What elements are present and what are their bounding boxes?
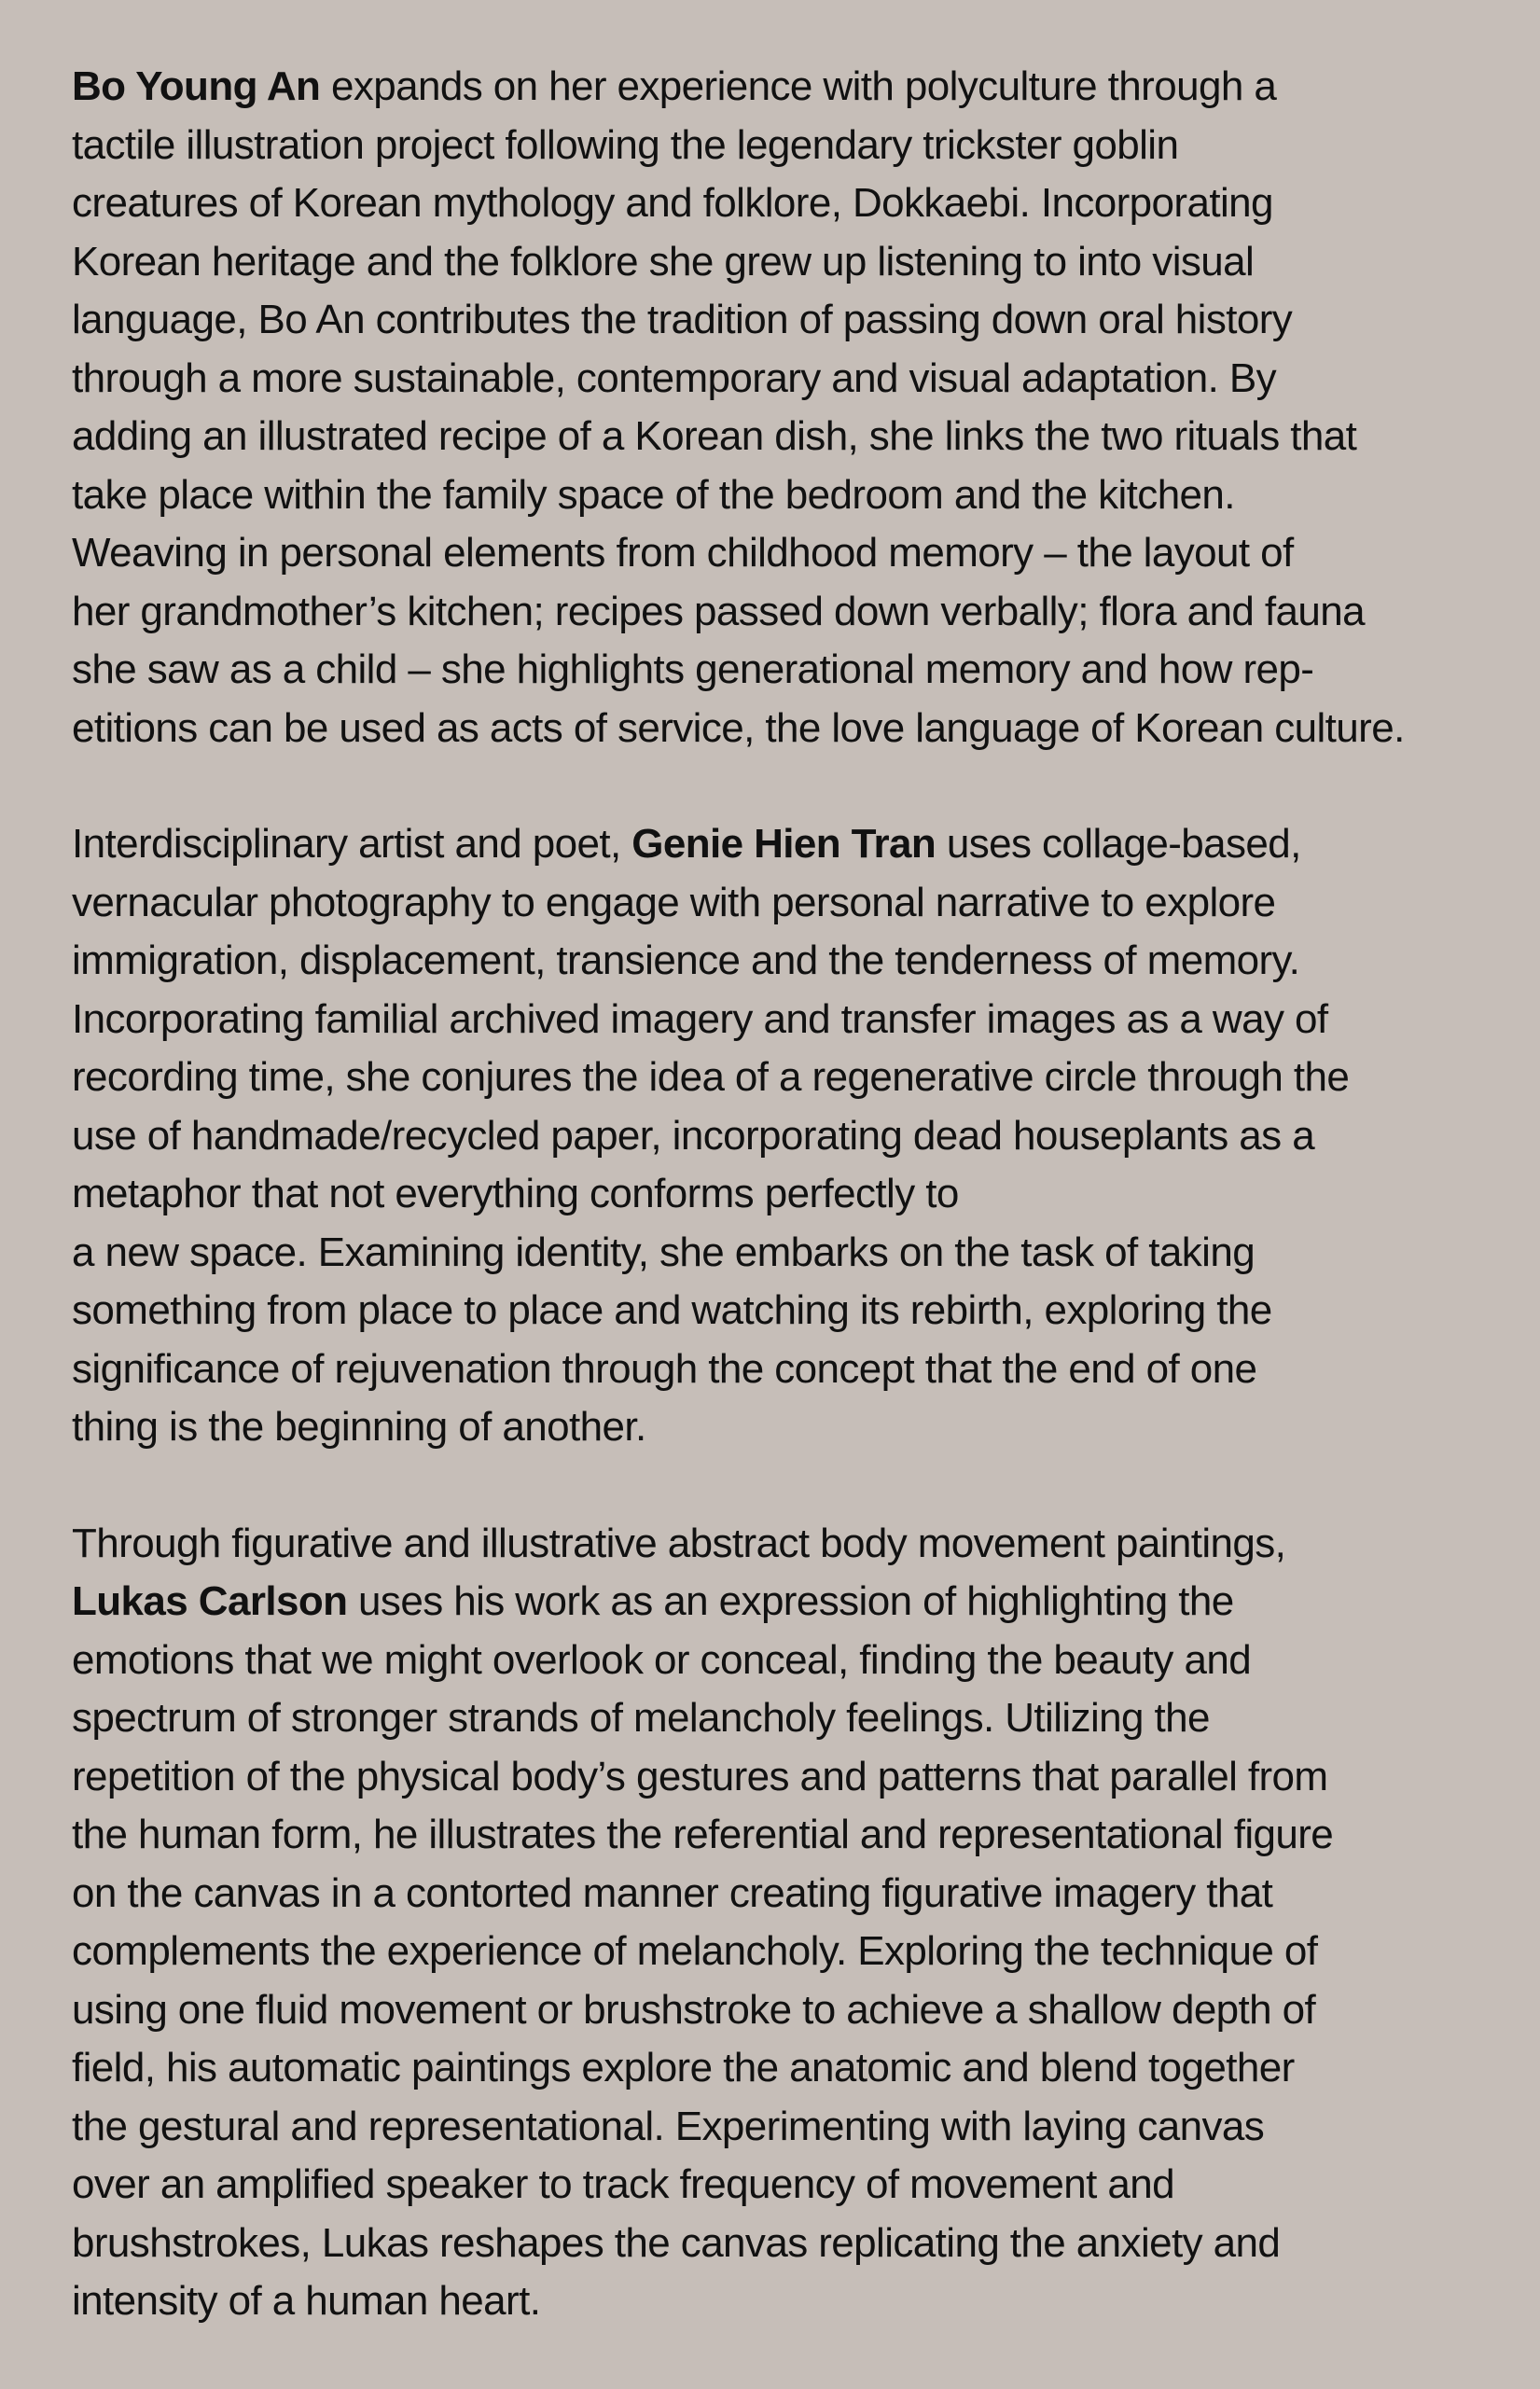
text-line [72, 1573, 1508, 1632]
text-line: the gestural and representational. Experimenting with laying canvas [72, 2103, 1265, 2149]
text-line: Weaving in personal elements from childhood memory – the layout of [72, 530, 1294, 576]
text-line: she saw as a child – she highlights generational memory and how rep- [72, 646, 1314, 692]
text-line: using one fluid movement or brushstroke to achieve a shallow depth of [72, 1986, 1316, 2033]
text-line: etitions can be used as acts of service, the love language of Korean culture. [72, 704, 1405, 751]
text-line: through a more sustainable, contemporary and visual adaptation. By [72, 354, 1276, 401]
text-line: vernacular photography to engage with personal narrative to explore [72, 879, 1276, 925]
text-line: creatures of Korean mythology and folklore, Dokkaebi. Incorporating [72, 180, 1273, 226]
text-line: recording time, she conjures the idea of a regenerative circle through the [72, 1054, 1350, 1100]
text-line: language, Bo An contributes the tradition of passing down oral history [72, 297, 1293, 342]
line-text: expands on her experience with polyculture through a [320, 63, 1277, 109]
text-line: Through figurative and illustrative abstract body movement paintings, [72, 1520, 1286, 1566]
artist-statements [72, 58, 1508, 2389]
artist-name: Lukas Carlson [72, 1578, 348, 1624]
text-line: use of handmade/recycled paper, incorporating dead houseplants as a [72, 1112, 1315, 1159]
text-line: spectrum of stronger strands of melancholy feelings. Utilizing the [72, 1695, 1210, 1741]
text-line: complements the experience of melancholy. Exploring the technique of [72, 1928, 1318, 1974]
artist-name: Genie Hien Tran [631, 821, 936, 867]
text-line: emotions that we might overlook or conceal, finding the beauty and [72, 1636, 1252, 1683]
line-text: uses collage-based, [936, 821, 1301, 867]
text-line: repetition of the physical body’s gestures and patterns that parallel from [72, 1753, 1328, 1799]
text-line: intensity of a human heart. [72, 2278, 541, 2324]
line-text: uses his work as an expression of highlighting the [347, 1578, 1234, 1624]
text-line [72, 815, 1508, 874]
text-line: Incorporating familial archived imagery and transfer images as a way of [72, 995, 1328, 1042]
text-line: thing is the beginning of another. [72, 1404, 646, 1450]
text-line [72, 58, 1508, 117]
artist-paragraph-genie-hien-tran [72, 815, 1508, 1457]
text-line: on the canvas in a contorted manner creating figurative imagery that [72, 1869, 1273, 1916]
artist-name: Bo Young An [72, 63, 321, 109]
text-line: tactile illustration project following the legendary trickster goblin [72, 121, 1179, 168]
text-line: adding an illustrated recipe of a Korean dish, she links the two rituals that [72, 413, 1357, 459]
text-line: immigration, displacement, transience and the tenderness of memory. [72, 938, 1300, 983]
text-line: the human form, he illustrates the referential and representational figure [72, 1812, 1334, 1857]
text-line: something from place to place and watching its rebirth, exploring the [72, 1287, 1272, 1333]
text-line: Korean heritage and the folklore she grew up listening to into visual [72, 238, 1255, 285]
text-line: brushstrokes, Lukas reshapes the canvas replicating the anxiety and [72, 2219, 1281, 2266]
text-line: her grandmother’s kitchen; recipes passed down verbally; flora and fauna [72, 588, 1366, 634]
text-line: a new space. Examining identity, she embarks on the task of taking [72, 1229, 1256, 1275]
text-line: over an amplified speaker to track frequency of movement and [72, 2161, 1174, 2207]
text-line: field, his automatic paintings explore the anatomic and blend together [72, 2045, 1295, 2090]
text-line: metaphor that not everything conforms perfectly to [72, 1171, 959, 1216]
artist-paragraph-lukas-carlson [72, 1515, 1508, 2331]
text-line: significance of rejuvenation through the concept that the end of one [72, 1345, 1257, 1392]
line-text: Interdisciplinary artist and poet, [72, 821, 632, 867]
text-line: take place within the family space of the bedroom and the kitchen. [72, 471, 1235, 518]
artist-paragraph-bo-young-an [72, 58, 1508, 757]
